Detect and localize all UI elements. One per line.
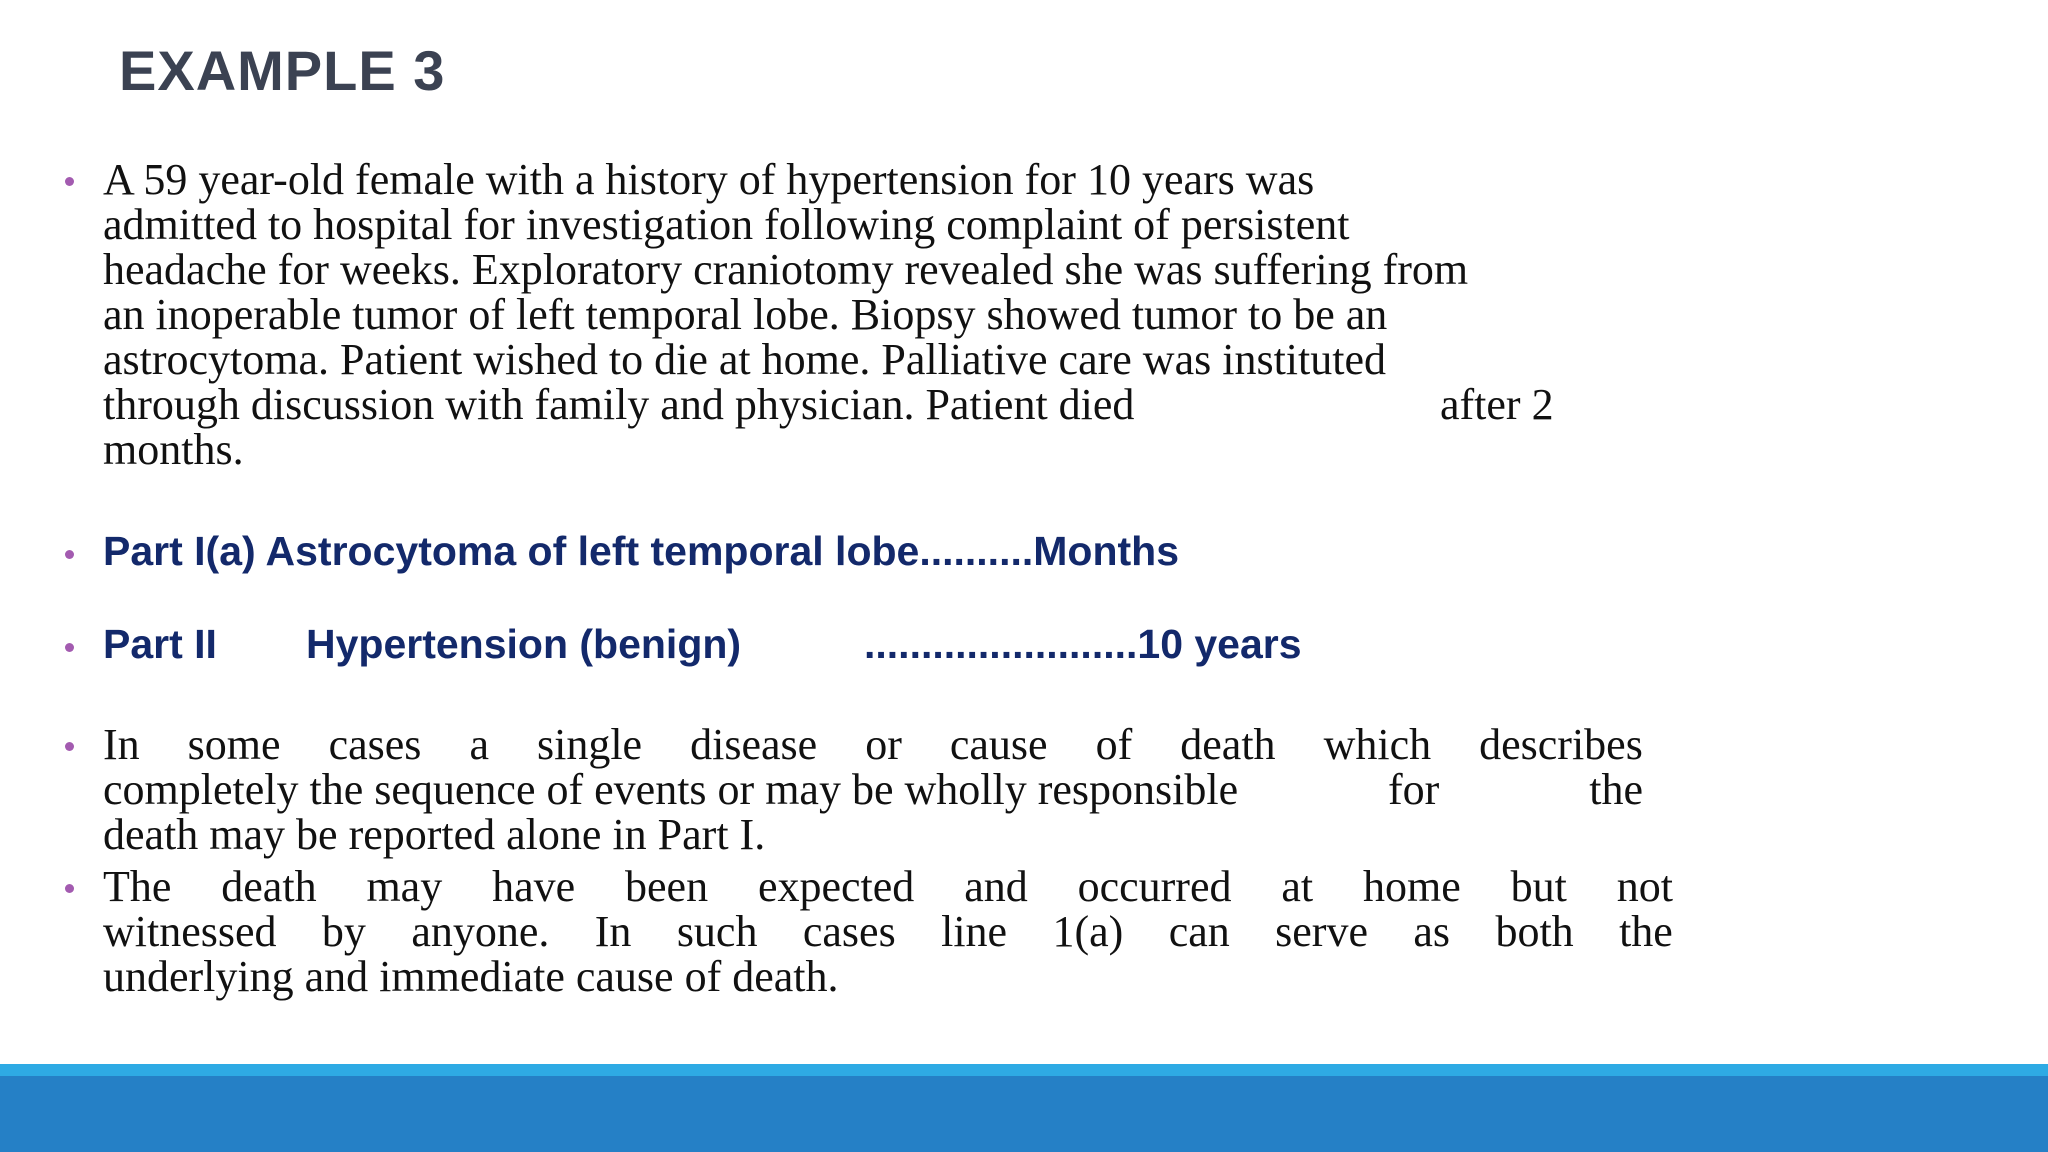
word: as — [1413, 907, 1451, 956]
slide-title: EXAMPLE 3 — [119, 39, 446, 102]
word: disease — [690, 720, 818, 769]
text-line: death may be reported alone in Part I. — [103, 810, 766, 859]
bullet-dot — [65, 742, 74, 751]
text-line — [103, 767, 1643, 812]
word: death — [221, 862, 317, 911]
word: occurred — [1077, 862, 1232, 911]
word: for — [1388, 765, 1440, 814]
word: can — [1168, 907, 1230, 956]
word: not — [1616, 862, 1673, 911]
word: by — [321, 907, 366, 956]
bullet-dot — [65, 550, 74, 559]
bullet-dot — [65, 643, 74, 652]
word: have — [492, 862, 576, 911]
word: of — [1095, 720, 1133, 769]
word: In — [594, 907, 632, 956]
word: death — [1180, 720, 1276, 769]
word: completely the sequence of events or may be wholly responsible — [103, 765, 1239, 814]
word: cause — [949, 720, 1048, 769]
text-line: underlying and immediate cause of death. — [103, 952, 839, 1001]
part-two-cause: Hypertension (benign) — [306, 621, 742, 667]
text-line: headache for weeks. Exploratory craniotomy revealed she was suffering from — [103, 245, 1469, 294]
word: the — [1589, 765, 1643, 814]
word: serve — [1275, 907, 1368, 956]
word: both — [1495, 907, 1574, 956]
text-line: an inoperable tumor of left temporal lobe. Biopsy showed tumor to be an — [103, 290, 1388, 339]
text-line — [103, 864, 1673, 909]
word: may — [366, 862, 443, 911]
part-two-duration: ........................10 years — [864, 621, 1302, 667]
word: line — [941, 907, 1008, 956]
part-two-label: Part II — [103, 621, 217, 667]
word: anyone. — [411, 907, 550, 956]
bullet-dot — [65, 177, 74, 186]
footer-bar — [0, 1076, 2048, 1152]
word: which — [1323, 720, 1432, 769]
text-line: astrocytoma. Patient wished to die at home. Palliative care was instituted — [103, 335, 1387, 384]
word: and — [964, 862, 1028, 911]
word: been — [625, 862, 709, 911]
word: describes — [1479, 720, 1643, 769]
word: the — [1619, 907, 1673, 956]
word: In — [103, 720, 140, 769]
text-line — [103, 909, 1673, 954]
word: or — [865, 720, 902, 769]
text-line — [103, 722, 1643, 767]
word: some — [187, 720, 281, 769]
word: expected — [757, 862, 915, 911]
part-one-entry: Part I(a) Astrocytoma of left temporal lobe..........Months — [103, 528, 1179, 574]
word: cases — [328, 720, 422, 769]
word: witnessed — [103, 907, 277, 956]
text-segment: through discussion with family and physician. Patient died — [103, 380, 1135, 429]
word: such — [676, 907, 758, 956]
text-line: admitted to hospital for investigation following complaint of persistent — [103, 200, 1350, 249]
text-segment: after 2 — [1440, 380, 1554, 429]
note-unwitnessed-death — [103, 864, 1673, 999]
bullet-dot — [65, 884, 74, 893]
word: at — [1281, 862, 1314, 911]
case-description — [103, 157, 1683, 472]
text-line: A 59 year-old female with a history of hypertension for 10 years was — [103, 155, 1315, 204]
word: 1(a) — [1052, 907, 1124, 956]
word: a — [469, 720, 489, 769]
text-line: months. — [103, 425, 244, 474]
word: single — [536, 720, 643, 769]
word: home — [1363, 862, 1461, 911]
word: cases — [802, 907, 896, 956]
word: but — [1510, 862, 1567, 911]
footer-accent-bar — [0, 1064, 2048, 1076]
note-single-disease — [103, 722, 1643, 857]
word: The — [103, 862, 172, 911]
